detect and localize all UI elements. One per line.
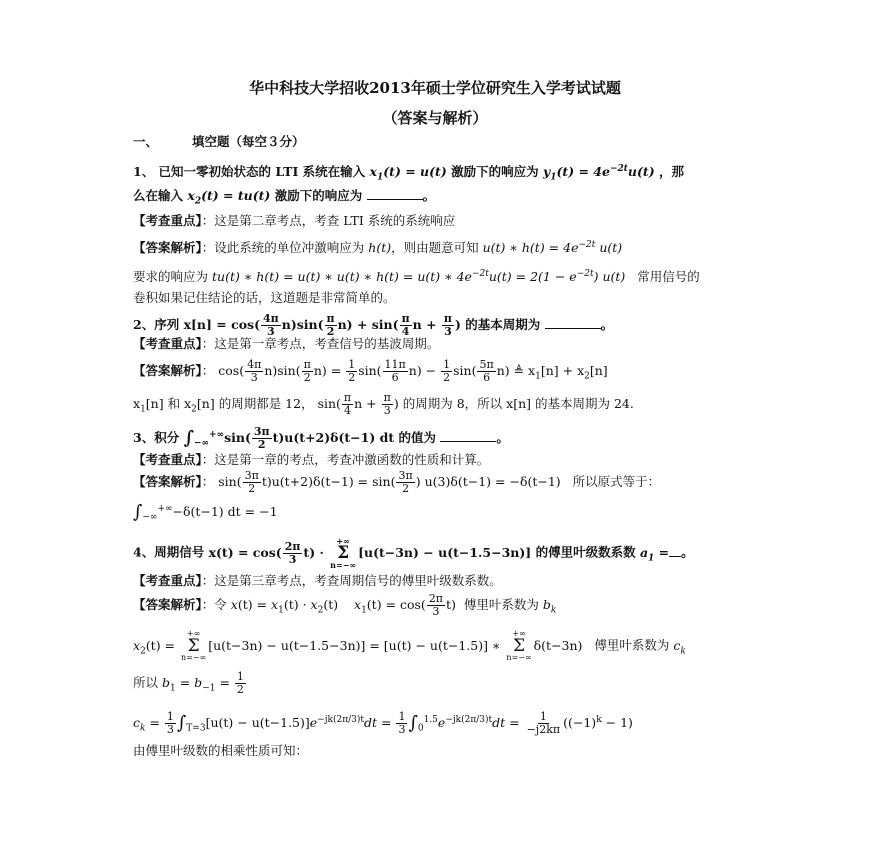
- q1-stem-line1: [133, 160, 684, 187]
- q2-line3: [133, 392, 634, 419]
- q4-stem-a: 4、周期信号: [133, 544, 205, 560]
- q4-analysis: [133, 593, 556, 620]
- q3-stem-c: 。: [496, 430, 509, 446]
- q2-formula-sin: sin( $\frac{\pi}{4}$ n + $\frac{\pi}{3}$ ): [317, 391, 399, 417]
- q1-line4: 卷积如果记住结论的话，这道题是非常简单的。: [133, 290, 396, 305]
- q1-answer-blank: [367, 187, 423, 200]
- q2-analysis: 【答案解析】： cos( $\frac{4\pi}{3}$ n)sin( $\frac{\pi}{2}$ n) = $\frac{1}{2}$ sin( $\frac{11\pi}{6}$ n) − $\frac{1}{2}$ sin( $\frac{5\pi}{6}$ n) ≜ $x_1[n] + x_2[n]$: [133, 358, 608, 384]
- q4-last-line: 由傅里叶级数的相乘性质可知：: [133, 743, 309, 758]
- q1-point-text: ：这是第二章考点，考查 LTI 系统的系统响应: [201, 213, 456, 228]
- q1-stem-f: 。: [422, 188, 436, 203]
- q1-formula-response: $y_1(t) = 4e^{-2t}u(t)$: [542, 164, 655, 183]
- q4-line-ck: [133, 711, 633, 738]
- q3-formula-calc: sin( $\frac{3\pi}{2}$ t)u(t+2)δ(t−1) = sin( $\frac{3\pi}{2}$ ) u(3)δ(t−1) = −δ(t−1): [218, 469, 561, 495]
- q2-stem-b: 的基本周期为: [465, 317, 541, 332]
- q2-formula-x: x[n]: [506, 396, 532, 411]
- q4-analysis-a: ：令: [201, 597, 227, 612]
- q1-stem-c: ，那: [658, 164, 684, 180]
- q1-line3-a: 要求的响应为: [133, 269, 209, 285]
- q1-stem-e: 激励下的响应为: [274, 188, 363, 203]
- q4-point-text: ：这是第三章考点，考查周期信号的傅里叶级数系数。: [201, 573, 502, 588]
- q3-result: [133, 500, 278, 527]
- q1-analysis: [133, 236, 622, 257]
- q2-formula-expand: cos( $\frac{4\pi}{3}$ n)sin( $\frac{\pi}{2}$ n) = $\frac{1}{2}$ sin( $\frac{11\pi}{6}$ n) − $\frac{1}{2}$ sin( $\frac{5\pi}{6}$ n) ≜ $x_1[n] + x_2[n]$: [218, 358, 608, 384]
- page-subtitle: （答案与解析）: [382, 109, 488, 127]
- q2-line3-b: 的周期都是 12，: [218, 396, 314, 411]
- q4-stem: [133, 537, 694, 569]
- q1-analysis-text: ：设此系统的单位冲激响应为: [201, 240, 365, 256]
- q1-stem-line2: [133, 187, 435, 211]
- q1-formula-result: tu(t) ∗ h(t) = u(t) ∗ u(t) ∗ h(t) = u(t) ∗ $4e^{-2t}u(t) = 2(1 - e^{-2t})$ u(t): [212, 269, 626, 285]
- q3-point-label: 【考查重点】: [133, 452, 202, 467]
- q1-point-label: 【考查重点】: [133, 213, 202, 228]
- q3-point: [133, 451, 489, 469]
- q1-analysis-text2: ，则由题意可知: [391, 240, 479, 256]
- section-heading: 填空题（每空３分）: [192, 134, 305, 149]
- q3-stem: [133, 426, 509, 453]
- q3-analysis-label: 【答案解析】: [133, 474, 202, 489]
- q1-formula-input2: $x_2(t) = tu(t)$: [187, 188, 271, 207]
- q2-analysis-label: 【答案解析】: [133, 363, 202, 378]
- q4-formula-ck-calc: $c_k$ = $\frac{1}{3}$ $\int_{T=3}[u(t) - u(t-1.5)]e^{-jk(2\pi/3)t}dt$ = $\frac{1}{3}$ $\int_0^{1.5}e^{-jk(2\pi/3)t}dt$ = $\frac{1}{-j2k\pi}$ $((-1)^k - 1)$: [133, 710, 633, 737]
- q2-point-text: ：这是第一章考点，考查信号的基波周期。: [201, 336, 440, 351]
- q1-line3-b: 常用信号的: [637, 269, 700, 285]
- q2-line3-d: 的基本周期为 24.: [535, 396, 634, 411]
- q2-answer-blank: [545, 316, 601, 329]
- q1-formula-input: $x_1(t) = u(t)$: [369, 164, 447, 183]
- q1-stem-b: 激励下的响应为: [451, 164, 539, 180]
- q3-stem-b: 的值为: [398, 430, 437, 446]
- q2-point-label: 【考查重点】: [133, 336, 202, 351]
- q4-formula-ck: $c_k$: [673, 637, 686, 656]
- q4-answer-blank: [669, 544, 681, 557]
- q4-stem-b: 的傅里叶级数系数: [535, 544, 636, 560]
- q4-analysis-b: 傅里叶系数为: [463, 597, 539, 612]
- q2-stem-c: 。: [600, 317, 614, 332]
- q1-formula-h: h(t): [368, 240, 392, 256]
- q2-stem-a: 2、序列: [133, 317, 180, 332]
- q4-line-x2-tail: 傅里叶系数为: [594, 637, 670, 653]
- q1-line3: [133, 265, 700, 286]
- q4-formula-bk: $b_k$: [542, 597, 557, 616]
- q3-analysis-tail: 所以原式等于：: [572, 474, 661, 489]
- q4-formula-split: $x(t) = x_1(t) \cdot x_2(t)$ $x_1(t) = \cos$( $\frac{2\pi}{3}$ t): [230, 592, 456, 618]
- q2-line3-c: 的周期为 8，所以: [402, 396, 503, 411]
- q1-stem-d: 么在输入: [133, 188, 184, 203]
- q4-formula-signal: x(t) = cos( $\frac{2\pi}{3}$ t) · +∞ Σ n=−∞ [u(t−3n) − u(t−1.5−3n)]: [208, 536, 532, 570]
- q1-analysis-label: 【答案解析】: [133, 240, 202, 256]
- q4-point-label: 【考查重点】: [133, 573, 202, 588]
- section-number: 一、: [133, 134, 159, 149]
- q3-formula-result: $\int_{-\infty}^{+\infty}-\delta(t-1)$ dt = −1: [133, 501, 278, 523]
- q4-line-b-a: 所以: [133, 675, 159, 690]
- q1-stem-a: 1、 已知一零初始状态的 LTI 系统在输入: [133, 164, 366, 180]
- q4-formula-a1: $a_1$ =: [639, 544, 670, 563]
- q3-stem-a: 3、积分: [133, 430, 180, 446]
- q2-formula-x1: $x_1[n]$: [133, 396, 164, 415]
- q4-line-x2: [133, 630, 686, 662]
- q3-formula-integral: $\int_{-\infty}^{+\infty}\sin$( $\frac{3\pi}{2}$ t)u(t+2)δ(t−1) dt: [183, 425, 395, 452]
- q4-formula-x2: $x_2(t)$ = +∞ Σ n=−∞ [u(t−3n) − u(t−1.5−3n)] = [u(t) − u(t−1.5)] ∗ +∞ Σ n=−∞ δ(t−3n): [133, 629, 583, 662]
- q4-analysis-label: 【答案解析】: [133, 597, 202, 612]
- q4-formula-b1: $b_1 = b_{-1}$ = $\frac{1}{2}$: [162, 670, 244, 696]
- q4-point: [133, 572, 502, 590]
- q2-formula-seq: x[n] = cos( $\frac{4\pi}{3}$ n)sin( $\frac{\pi}{2}$ n) + sin( $\frac{\pi}{4}$ n + $\frac{\pi}{3}$ ): [183, 312, 461, 338]
- q4-line-b: [133, 671, 247, 698]
- q4-stem-c: 。: [681, 544, 694, 560]
- q2-formula-x2: $x_2[n]$: [184, 396, 215, 415]
- q1-point: [133, 212, 455, 230]
- q1-formula-conv: u(t) ∗ $h(t) = 4e^{-2t}$ u(t): [482, 240, 623, 256]
- q3-point-text: ：这是第一章的考点，考查冲激函数的性质和计算。: [201, 452, 490, 467]
- q2-point: [133, 335, 439, 353]
- q3-analysis: 【答案解析】： sin( $\frac{3\pi}{2}$ t)u(t+2)δ(t−1) = sin( $\frac{3\pi}{2}$ ) u(3)δ(t−1) = −δ(t−1) 所以原式等于：: [133, 469, 661, 495]
- q3-answer-blank: [440, 429, 496, 442]
- page-title: 华中科技大学招收2013年硕士学位研究生入学考试试题: [249, 79, 621, 97]
- q2-line3-a: 和: [167, 396, 181, 411]
